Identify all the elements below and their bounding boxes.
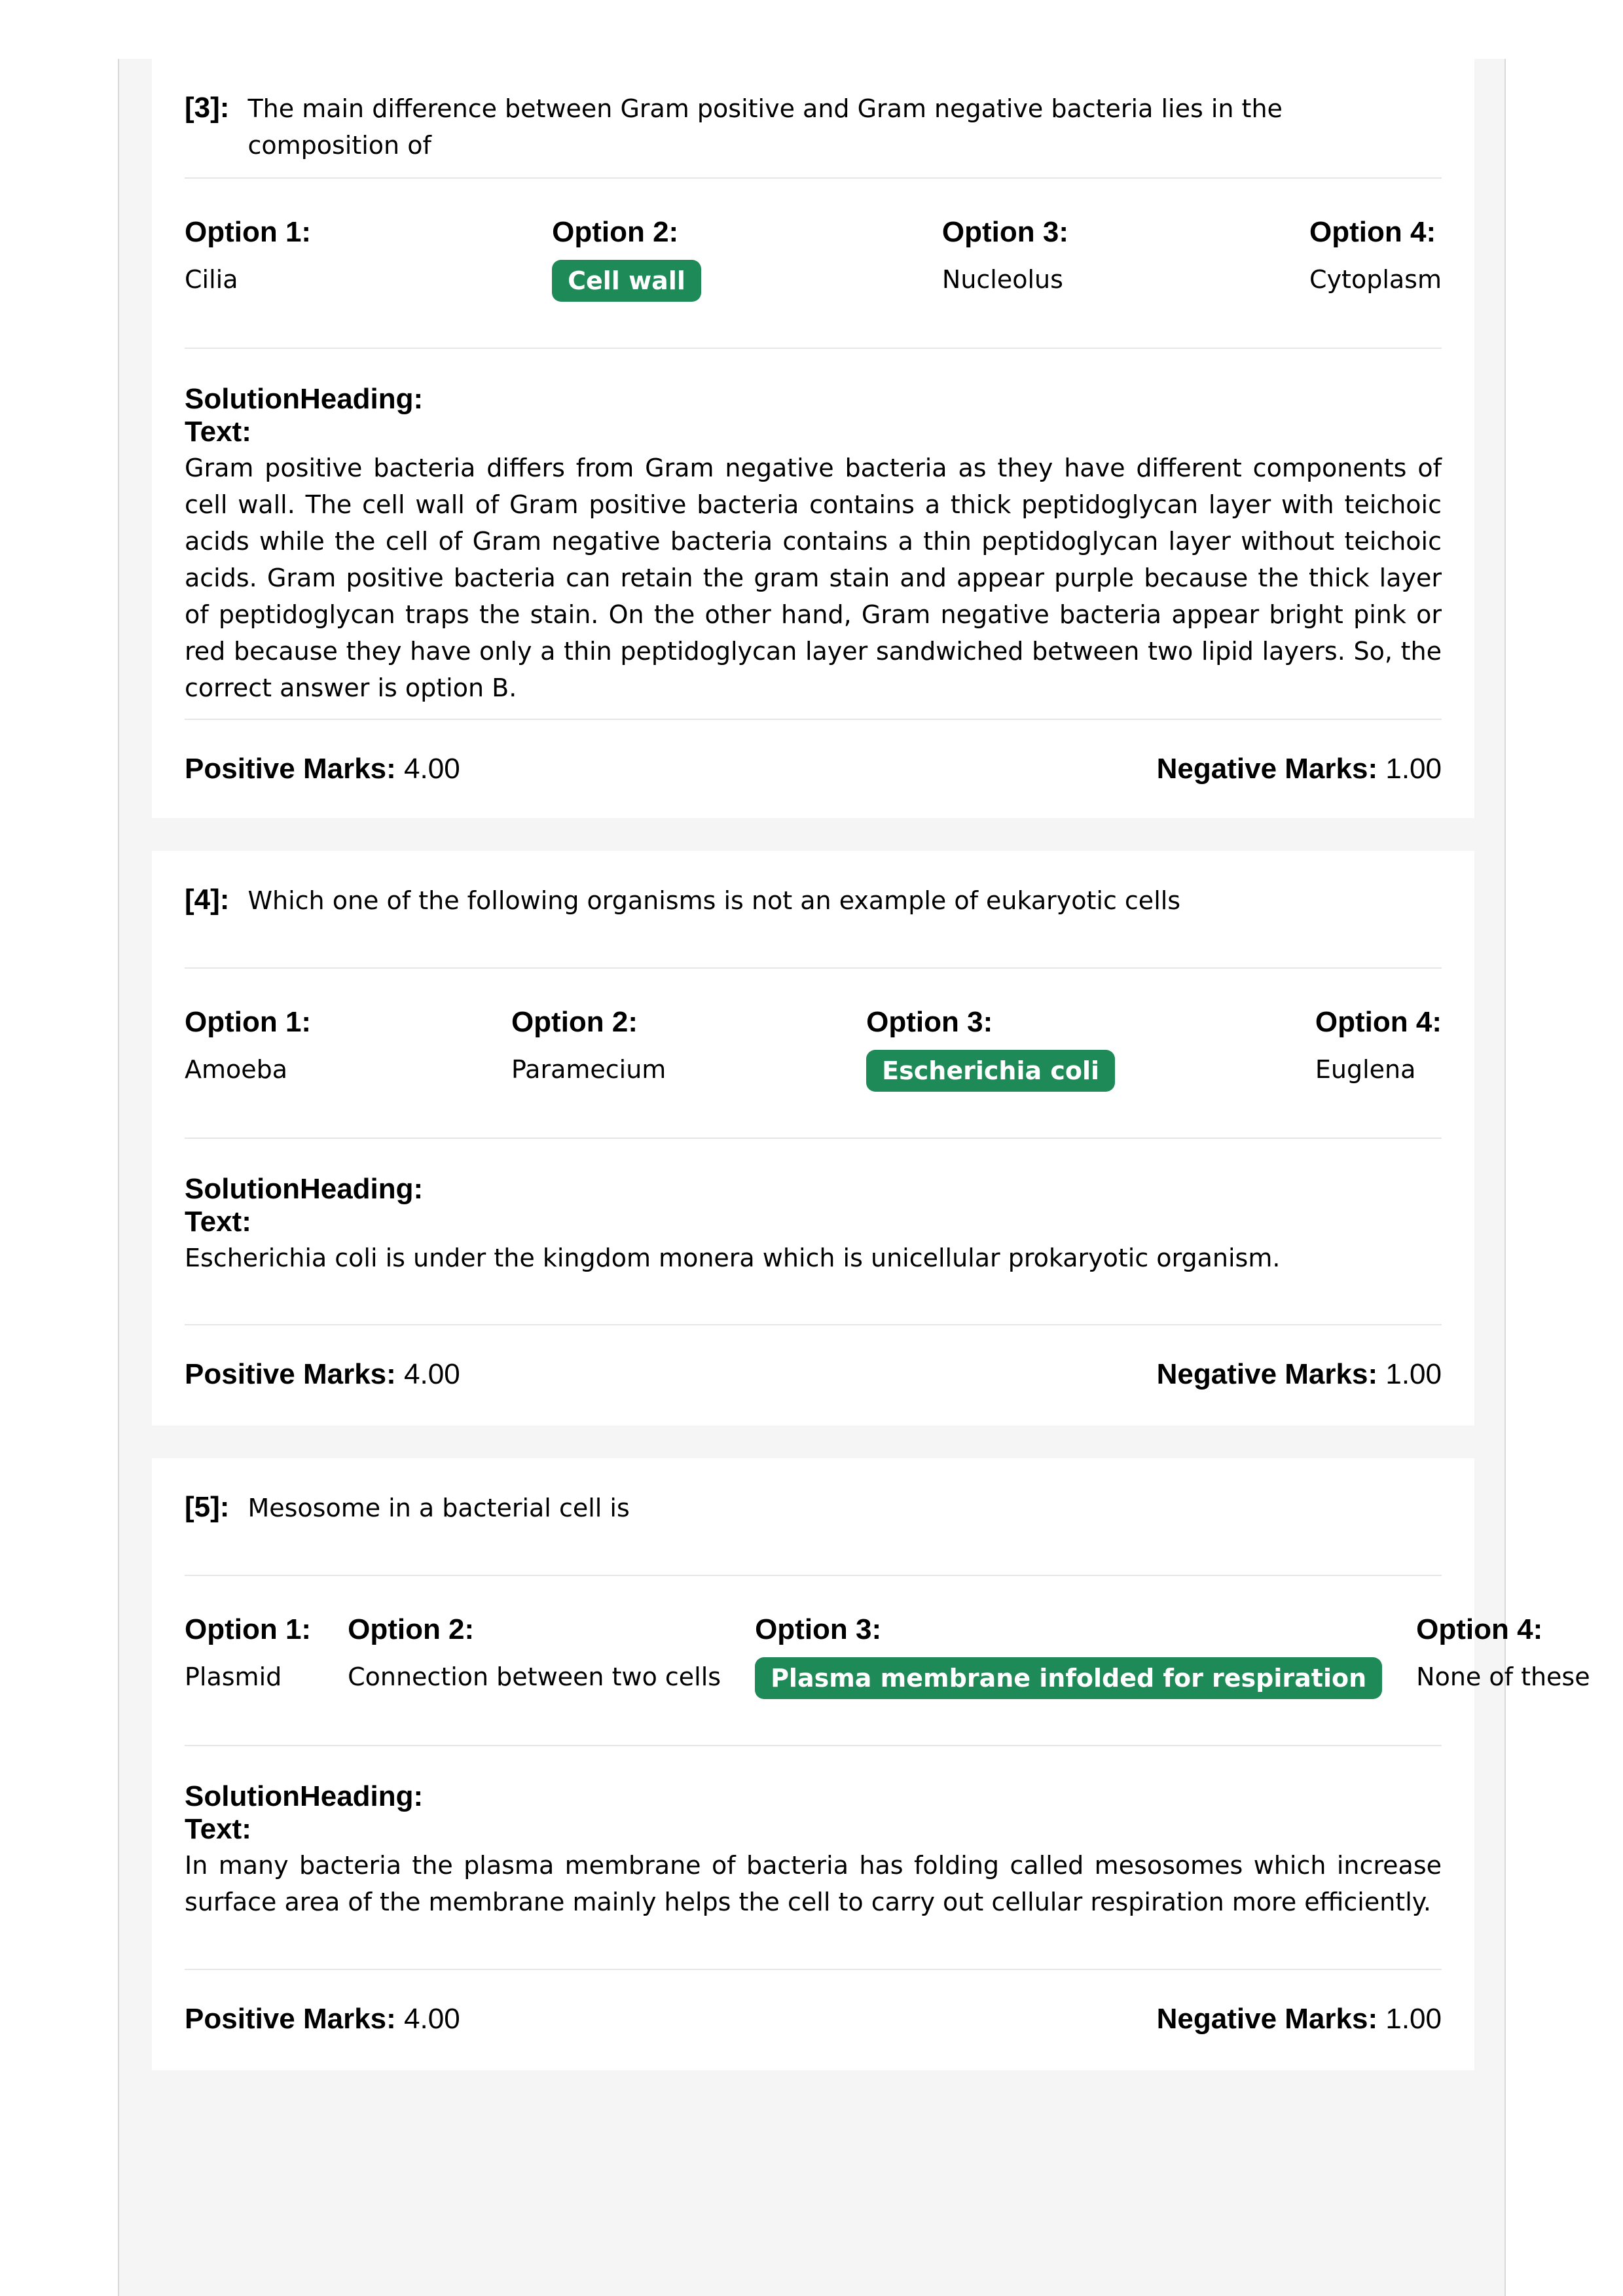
option-value: Euglena — [1315, 1055, 1416, 1084]
solution-heading: SolutionHeading: — [185, 383, 424, 415]
marks-row — [185, 1970, 1442, 2068]
question-header — [185, 851, 1442, 969]
solution-text: In many bacteria the plasma membrane of bacteria has folding called mesosomes which increase surface area of the membrane mainly helps the cell to carry out cellular respiration more efficiently. — [185, 1851, 1442, 1916]
option-label: Option 2: — [348, 1613, 475, 1645]
positive-marks-value: 4.00 — [404, 1358, 460, 1390]
text-heading: Text: — [185, 1813, 251, 1845]
option-label: Option 1: — [185, 216, 312, 248]
option-value: Cilia — [185, 265, 238, 294]
solution-heading: SolutionHeading: — [185, 1173, 424, 1205]
positive-marks — [185, 2003, 460, 2036]
question-number: [3]: — [185, 92, 230, 124]
solution-text: Escherichia coli is under the kingdom monera which is unicellular prokaryotic organism. — [185, 1244, 1281, 1272]
negative-marks — [1157, 2003, 1442, 2036]
positive-marks-value: 4.00 — [404, 2003, 460, 2035]
option-label: Option 3: — [941, 216, 1068, 248]
solution-heading: SolutionHeading: — [185, 1780, 424, 1812]
negative-marks-value: 1.00 — [1385, 2003, 1442, 2035]
correct-answer-badge: Escherichia coli — [866, 1050, 1115, 1092]
option-value: Nucleolus — [941, 265, 1063, 294]
text-heading: Text: — [185, 1206, 251, 1238]
question-card — [152, 1458, 1590, 2070]
positive-marks-label: Positive Marks: — [185, 753, 396, 785]
option-3 — [866, 1003, 1115, 1138]
negative-marks-label: Negative Marks: — [1156, 1358, 1378, 1390]
option-value: Paramecium — [511, 1055, 666, 1084]
positive-marks — [185, 1358, 460, 1391]
marks-row — [185, 1325, 1442, 1424]
option-label: Option 1: — [185, 1006, 312, 1038]
question-text: Mesosome in a bacterial cell is — [247, 1494, 630, 1522]
option-value: Connection between two cells — [348, 1662, 721, 1691]
option-2 — [552, 213, 701, 348]
option-1 — [185, 213, 311, 348]
solution-section — [185, 1746, 1442, 1970]
question-text: Which one of the following organisms is not an example of eukaryotic cells — [247, 886, 1181, 915]
option-2 — [348, 1610, 721, 1745]
option-1 — [185, 1610, 311, 1745]
option-value: Cytoplasm — [1309, 265, 1442, 294]
option-2 — [511, 1003, 666, 1138]
solution-section — [185, 1139, 1442, 1325]
option-label: Option 4: — [1315, 1006, 1442, 1038]
options-row — [185, 1576, 1590, 1746]
negative-marks-value: 1.00 — [1385, 1358, 1442, 1390]
option-label: Option 3: — [755, 1613, 882, 1645]
option-1 — [185, 1003, 311, 1138]
question-text: The main difference between Gram positive and Gram negative bacteria lies in the composition of — [247, 94, 1283, 160]
negative-marks — [1157, 753, 1442, 785]
option-3 — [942, 213, 1068, 348]
option-value: None of these — [1416, 1662, 1590, 1691]
text-heading: Text: — [185, 416, 251, 448]
option-label: Option 4: — [1309, 216, 1436, 248]
option-label: Option 2: — [511, 1006, 638, 1038]
positive-marks-label: Positive Marks: — [185, 2003, 396, 2035]
option-4 — [1309, 213, 1442, 348]
correct-answer-badge: Cell wall — [552, 260, 701, 302]
marks-row — [185, 720, 1442, 818]
option-4 — [1315, 1003, 1442, 1138]
option-value: Amoeba — [185, 1055, 288, 1084]
positive-marks — [185, 753, 460, 785]
option-value: Plasmid — [185, 1662, 282, 1691]
option-4 — [1416, 1610, 1590, 1745]
solution-text: Gram positive bacteria differs from Gram negative bacteria as they have different components of cell wall. The cell wall of Gram positive bacteria contains a thick peptidoglycan layer with teichoic acids while the cell of Gram negative bacteria contains a thin peptidoglycan layer without teichoic acids. Gram positive bacteria can retain the gram stain and appear purple because the thick layer of peptidoglycan traps the stain. On the other hand, Gram negative bacteria appear bright pink or red because they have only a thin peptidoglycan layer sandwiched between two lipid layers. So, the correct answer is option B. — [185, 454, 1442, 702]
negative-marks-label: Negative Marks: — [1156, 2003, 1378, 2035]
options-row — [185, 179, 1442, 349]
question-card — [152, 59, 1474, 818]
negative-marks-label: Negative Marks: — [1156, 753, 1378, 785]
negative-marks-value: 1.00 — [1385, 753, 1442, 785]
option-3 — [755, 1610, 1382, 1745]
question-number: [5]: — [185, 1491, 230, 1523]
question-header — [185, 1458, 1442, 1576]
solution-section — [185, 349, 1442, 720]
positive-marks-label: Positive Marks: — [185, 1358, 396, 1390]
options-row — [185, 969, 1442, 1139]
option-label: Option 1: — [185, 1613, 312, 1645]
question-card — [152, 851, 1474, 1426]
option-label: Option 2: — [552, 216, 679, 248]
correct-answer-badge: Plasma membrane infolded for respiration — [755, 1657, 1382, 1699]
option-label: Option 3: — [866, 1006, 993, 1038]
question-number: [4]: — [185, 884, 230, 916]
option-label: Option 4: — [1416, 1613, 1543, 1645]
question-header — [185, 59, 1442, 179]
positive-marks-value: 4.00 — [404, 753, 460, 785]
negative-marks — [1157, 1358, 1442, 1391]
